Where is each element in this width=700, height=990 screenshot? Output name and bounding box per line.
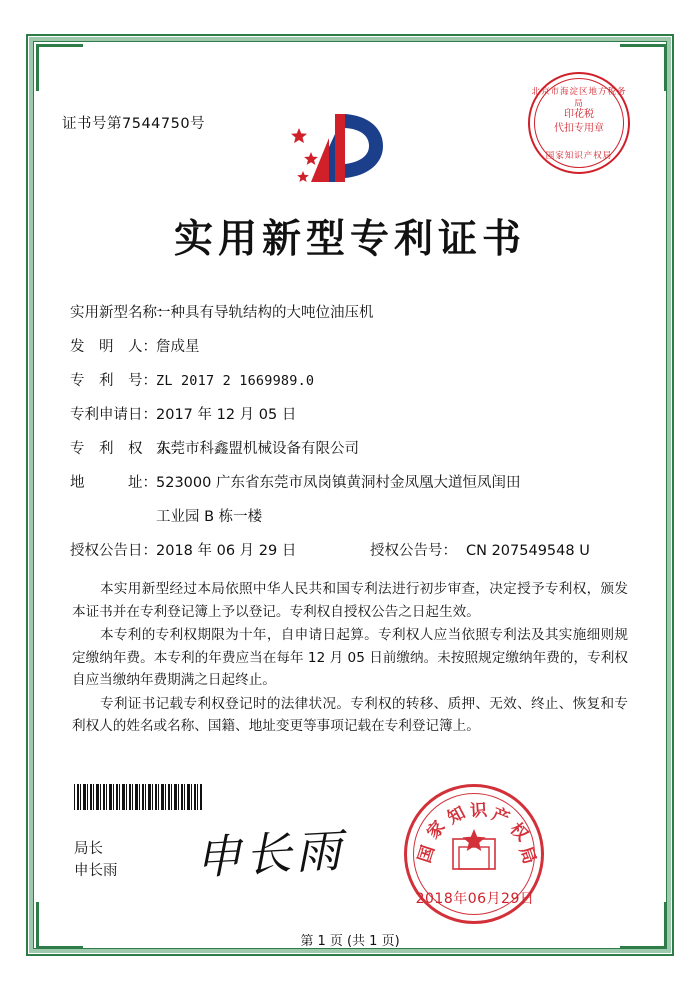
seal-date: 2018年06月29日 [415,891,535,907]
seal-char-1: 家 [423,817,450,844]
field-row-patent-number [70,364,630,398]
legal-text-block [72,578,628,739]
field-row-grant-notice [70,534,630,568]
value-invention-name: 一种具有导轨结构的大吨位油压机 [156,305,374,321]
legal-paragraph-3: 专利证书记载专利权登记时的法律状况。专利权的转移、质押、无效、终止、恢复和专利权人的姓名或名称、国籍、地址变更等事项记载在专利登记簿上。 [72,695,628,734]
page-title: 实用新型专利证书 [173,217,526,262]
field-row-patentee [70,432,630,466]
tax-stamp-mid-line2: 代扣专用章 [554,123,604,134]
seal-char-2: 知 [444,802,469,829]
value-grant-notice-number: CN 207549548 U [466,543,590,559]
director-block [74,838,118,882]
director-label: 局长 [74,841,103,857]
barcode [74,784,202,810]
field-row-application-date [70,398,630,432]
value-application-date: 2017 年 12 月 05 日 [156,407,297,423]
label-application-date: 专利申请日： [70,407,157,423]
legal-paragraph-2: 本专利的专利权期限为十年，自申请日起算。专利权人应当依照专利法及其实施细则规定缴纳年费。本专利的年费应当在每年 12 月 05 日前缴纳。未按照规定缴纳年费的，专利权自应当缴纳年费期满之日起终止。 [72,627,628,688]
label-grant-notice-date: 授权公告日： [70,543,157,559]
value-grant-notice-date: 2018 年 06 月 29 日 [156,543,297,559]
seal-char-3: 识 [469,800,488,822]
label-patentee: 专 利 权 人： [70,441,186,457]
legal-paragraph-1: 本实用新型经过本局依照中华人民共和国专利法进行初步审查，决定授予专利权，颁发本证书并在专利登记簿上予以登记。专利权自授权公告之日起生效。 [72,581,628,620]
page-footer: 第 1 页 (共 1 页) [300,934,400,949]
label-address: 地 址： [70,475,157,491]
seal-char-0: 国 [414,843,440,866]
field-row-address [70,466,630,500]
field-row-inventor [70,330,630,364]
tax-stamp-arc-top: 北京市海淀区地方税务局 [531,87,627,109]
field-row-invention-name [70,296,630,330]
label-invention-name: 实用新型名称： [70,305,172,321]
tax-stamp-seal [528,72,630,174]
corner-ornament-top-left [36,44,83,91]
tax-stamp-arc-bottom: 国家知识产权局 [545,151,613,161]
label-grant-notice-number: 授权公告号： [370,543,457,559]
handwritten-signature: 申长雨 [193,823,347,885]
value-patent-number: ZL 2017 2 1669989.0 [156,373,315,389]
seal-char-5: 权 [505,819,532,846]
value-inventor: 詹成星 [156,339,200,355]
value-address-line2: 工业园 B 栋一楼 [156,509,263,525]
value-patentee: 东莞市科鑫盟机械设备有限公司 [156,441,359,457]
seal-char-4: 产 [488,804,513,830]
label-patent-number: 专 利 号： [70,373,157,389]
fields-block [70,296,630,568]
corner-ornament-top-right [620,44,667,91]
label-inventor: 发 明 人： [70,339,157,355]
seal-char-6: 局 [514,843,540,867]
certificate-number: 证书号第7544750号 [62,116,206,132]
director-name: 申长雨 [74,863,118,879]
seal-star-icon [445,825,503,883]
value-address: 523000 广东省东莞市凤岗镇黄洞村金凤凰大道恒凤闺田 [156,475,521,491]
tax-stamp-mid-line1: 印花税 [564,109,594,120]
sipo-logo-icon [283,108,393,193]
